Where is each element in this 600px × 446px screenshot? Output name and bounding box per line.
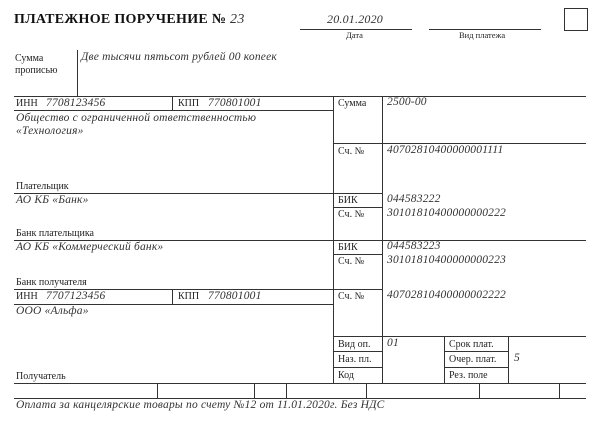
payer-section-label: Плательщик: [16, 181, 69, 192]
bottom-divider: [366, 383, 367, 398]
bik-corr-line-1: [333, 207, 382, 208]
bottom-line-1: [14, 383, 586, 384]
amount-value: 2500-00: [387, 96, 427, 108]
payer-name-line-1: Общество с ограниченной ответственностью: [16, 112, 257, 124]
payee-inn-value: 7707123456: [46, 290, 106, 302]
inn-row-line: [14, 110, 334, 111]
op-type-value: 01: [387, 337, 399, 349]
bottom-divider: [254, 383, 255, 398]
details-line-1a: [333, 351, 382, 352]
value-column-left: [382, 96, 383, 383]
document-title: [14, 12, 245, 28]
code-label: Код: [338, 370, 354, 381]
details-top-line: [333, 336, 586, 337]
payee-section-label: Получатель: [16, 371, 66, 382]
payer-bank-corr-value: 30101810400000000222: [387, 207, 506, 219]
payer-bank-corr-label: Сч. №: [338, 209, 365, 220]
amount-words-value: Две тысячи пятьсот рублей 00 копеек: [81, 51, 277, 63]
payer-name-line-2: «Технология»: [16, 125, 84, 137]
priority-label: Очер. плат.: [449, 354, 497, 365]
payee-bank-bik-label: БИК: [338, 242, 358, 253]
details-line-2b: [444, 367, 508, 368]
payee-bank-corr-value: 30101810400000000223: [387, 254, 506, 266]
payee-bank-bik-value: 044583223: [387, 240, 441, 252]
payer-inn-value: 7708123456: [46, 97, 106, 109]
payer-bank-name: АО КБ «Банк»: [16, 194, 89, 206]
payee-bank-section-label: Банк получателя: [16, 277, 87, 288]
op-type-label: Вид оп.: [338, 339, 371, 350]
payee-kpp-value: 770801001: [208, 290, 262, 302]
payer-inn-label: ИНН: [16, 98, 38, 109]
payee-name: ООО «Альфа»: [16, 305, 89, 317]
details-mid-divider: [444, 336, 445, 383]
payer-kpp-label: КПП: [178, 98, 200, 109]
payee-bank-name: АО КБ «Коммерческий банк»: [16, 241, 164, 253]
bottom-divider: [157, 383, 158, 398]
amount-words-label-2: прописью: [15, 65, 58, 76]
payer-account-label: Сч. №: [338, 146, 365, 157]
bottom-divider: [479, 383, 480, 398]
payer-bank-section-label: Банк плательщика: [16, 228, 94, 239]
payee-inn-label: ИНН: [16, 291, 38, 302]
bottom-divider: [286, 383, 287, 398]
date-label: Дата: [346, 30, 363, 40]
bik-corr-line-2: [333, 254, 382, 255]
priority-value: 5: [514, 352, 520, 364]
payee-bank-corr-label: Сч. №: [338, 256, 365, 267]
bottom-divider: [559, 383, 560, 398]
payment-purpose: Оплата за канцелярские товары по счету №12 от 11.01.2020г. Без НДС: [16, 399, 385, 411]
document-number: 23: [230, 12, 245, 27]
amount-words-label-1: Сумма: [15, 53, 44, 64]
due-label: Срок плат.: [449, 339, 494, 350]
details-line-1b: [444, 351, 508, 352]
payee-inn-kpp-divider: [172, 289, 173, 304]
payer-bank-bik-label: БИК: [338, 195, 358, 206]
title-text: ПЛАТЕЖНОЕ ПОРУЧЕНИЕ №: [14, 12, 227, 27]
payee-account-value: 40702810400000002222: [387, 289, 506, 301]
payment-type-label: Вид платежа: [459, 30, 506, 40]
amount-words-divider: [77, 50, 78, 96]
date-value: 20.01.2020: [327, 12, 383, 26]
payee-account-label: Сч. №: [338, 291, 365, 302]
purpose-code-label: Наз. пл.: [338, 354, 372, 365]
payer-inn-kpp-divider: [172, 96, 173, 110]
payer-account-value: 40702810400000001111: [387, 144, 504, 156]
form-code-box: [564, 8, 588, 31]
reserve-label: Рез. поле: [449, 370, 488, 381]
payer-bank-bik-value: 044583222: [387, 193, 441, 205]
payee-kpp-label: КПП: [178, 291, 200, 302]
details-right-divider: [508, 336, 509, 383]
payer-kpp-value: 770801001: [208, 97, 262, 109]
details-line-2a: [333, 367, 382, 368]
label-column-left: [333, 96, 334, 383]
amount-label: Сумма: [338, 98, 367, 109]
